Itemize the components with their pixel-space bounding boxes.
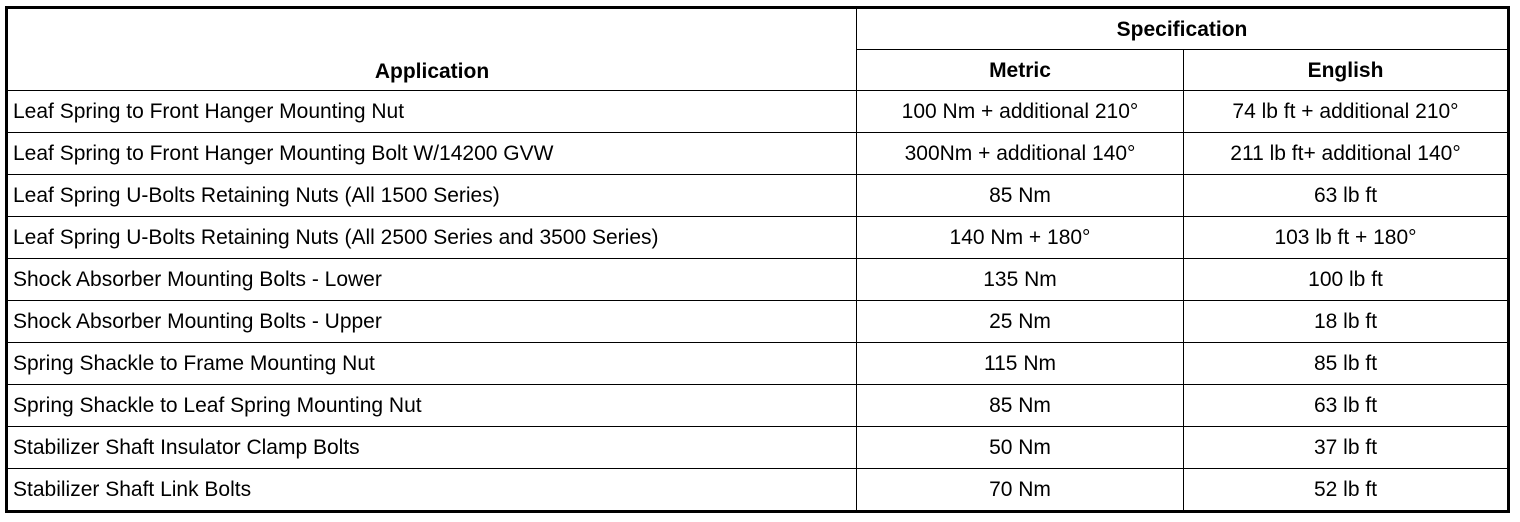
english-cell: 18 lb ft xyxy=(1184,301,1509,343)
fastener-spec-table xyxy=(5,6,1510,513)
table-row xyxy=(7,175,1509,217)
table-row xyxy=(7,427,1509,469)
english-cell: 63 lb ft xyxy=(1184,175,1509,217)
application-cell: Shock Absorber Mounting Bolts - Lower xyxy=(7,259,857,301)
metric-cell: 85 Nm xyxy=(857,385,1184,427)
table-row xyxy=(7,217,1509,259)
metric-cell: 300Nm + additional 140° xyxy=(857,133,1184,175)
metric-cell: 50 Nm xyxy=(857,427,1184,469)
table-row xyxy=(7,343,1509,385)
application-cell: Leaf Spring U-Bolts Retaining Nuts (All 2500 Series and 3500 Series) xyxy=(7,217,857,259)
metric-cell: 85 Nm xyxy=(857,175,1184,217)
table-row xyxy=(7,133,1509,175)
english-cell: 100 lb ft xyxy=(1184,259,1509,301)
table-row xyxy=(7,91,1509,133)
english-header: English xyxy=(1184,50,1509,91)
english-cell: 52 lb ft xyxy=(1184,469,1509,512)
application-cell: Leaf Spring to Front Hanger Mounting Nut xyxy=(7,91,857,133)
metric-cell: 100 Nm + additional 210° xyxy=(857,91,1184,133)
application-cell: Stabilizer Shaft Link Bolts xyxy=(7,469,857,512)
application-cell: Leaf Spring to Front Hanger Mounting Bolt W/14200 GVW xyxy=(7,133,857,175)
english-cell: 103 lb ft + 180° xyxy=(1184,217,1509,259)
application-cell: Spring Shackle to Leaf Spring Mounting Nut xyxy=(7,385,857,427)
metric-cell: 135 Nm xyxy=(857,259,1184,301)
specification-header: Specification xyxy=(857,8,1509,50)
english-cell: 85 lb ft xyxy=(1184,343,1509,385)
metric-cell: 25 Nm xyxy=(857,301,1184,343)
table-row xyxy=(7,385,1509,427)
english-cell: 37 lb ft xyxy=(1184,427,1509,469)
metric-cell: 70 Nm xyxy=(857,469,1184,512)
application-cell: Stabilizer Shaft Insulator Clamp Bolts xyxy=(7,427,857,469)
metric-cell: 115 Nm xyxy=(857,343,1184,385)
application-cell: Spring Shackle to Frame Mounting Nut xyxy=(7,343,857,385)
application-cell: Leaf Spring U-Bolts Retaining Nuts (All 1500 Series) xyxy=(7,175,857,217)
table-row xyxy=(7,259,1509,301)
table-row xyxy=(7,469,1509,512)
english-cell: 74 lb ft + additional 210° xyxy=(1184,91,1509,133)
english-cell: 211 lb ft+ additional 140° xyxy=(1184,133,1509,175)
application-header: Application xyxy=(7,8,857,91)
metric-header: Metric xyxy=(857,50,1184,91)
metric-cell: 140 Nm + 180° xyxy=(857,217,1184,259)
header-row-top xyxy=(7,8,1509,50)
application-cell: Shock Absorber Mounting Bolts - Upper xyxy=(7,301,857,343)
table-row xyxy=(7,301,1509,343)
english-cell: 63 lb ft xyxy=(1184,385,1509,427)
